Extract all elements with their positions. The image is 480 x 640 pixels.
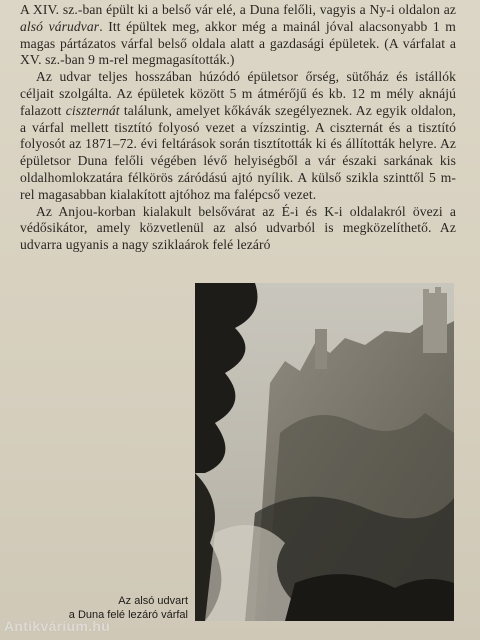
watermark-logo: Antikvárium.hu: [4, 618, 111, 634]
text-run: Az Anjou-korban kialakult belsővárat az É-i és K-i oldalakról övezi a védősikátor, amely közvetlenül az alsó udvarból is megközelíthető. Az udvarra ugyanis a nagy sziklaárok felé lezáró: [20, 203, 456, 253]
text-run: Az udvar teljes hosszában húzódó épületsor őrség, sütőház és istállók céljait szolgálta. Az épületek között 5 m átmérőjű és kb. 12 m mély aknájú falazott: [20, 69, 456, 118]
text-run: A XIV. sz.-ban épült ki a belső vár elé, a Duna felőli, vagyis a Ny-i oldalon az: [20, 2, 456, 17]
text-run: . Itt épültek meg, akkor még a mainál jóval alacsonyabb 1 m magas pártázatos várfal belső oldala alatt a gazdasági épületek. (A várfalat a XV. sz.-ban 9 m-rel megmagasították.): [20, 18, 456, 68]
paragraph-1: [20, 2, 456, 69]
paragraph-2: [20, 69, 456, 203]
castle-wall-illustration: [195, 283, 454, 621]
castle-wall-photo: [195, 283, 454, 621]
caption-line-1: Az alsó udvart: [118, 595, 188, 607]
italic-term: ciszternát: [65, 102, 120, 118]
body-text: [20, 2, 456, 254]
text-run: találunk, amelyet kőkávák szegélyeznek. Az egyik oldalon, a várfal mellett tisztító folyosó vezet a vízszintig. A ciszternát és a tisztító folyosót az 1871–72. évi feltárások során tisztították ki és állították helyre. Az épületsor Duna felőli végében lévő helyiségből a vár északi sarkának kis oldalhomlokzatára félkörös záródású ajtó nyílik. A külső szikla szinttől 5 m-rel magasabban kialakított ajtóhoz ma falépcső vezet.: [20, 102, 456, 202]
italic-term: alsó várudvar: [20, 18, 100, 34]
caption-line-2: a Duna felé lezáró várfal: [68, 609, 188, 621]
paragraph-3: [20, 204, 456, 254]
